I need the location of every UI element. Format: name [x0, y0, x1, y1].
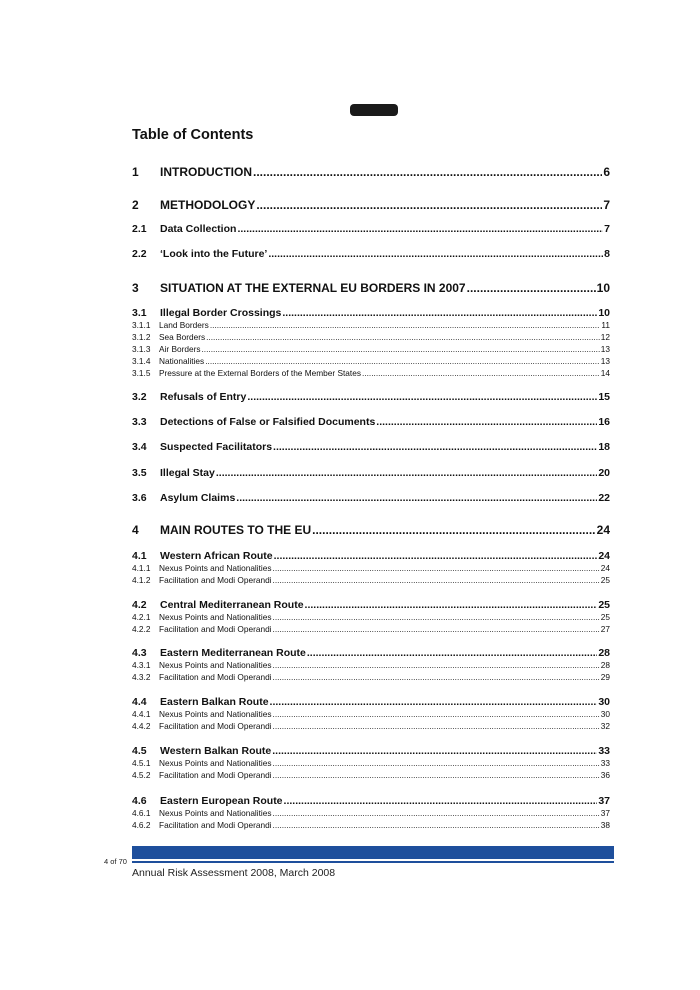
toc-entry-section[interactable]: [132, 695, 610, 709]
entry-title: Nexus Points and Nationalities: [159, 612, 272, 622]
entry-number: 4.4.2: [132, 721, 151, 731]
dot-leader: [282, 306, 597, 320]
toc-entry-chapter[interactable]: [132, 522, 610, 538]
entry-number: 3.1.4: [132, 356, 151, 366]
entry-number: 3.1.5: [132, 368, 151, 378]
entry-title: Nexus Points and Nationalities: [159, 660, 272, 670]
entry-page: 13: [600, 344, 610, 354]
toc-entry-section[interactable]: [132, 646, 610, 660]
dot-leader: [273, 820, 600, 831]
toc-entry-subsection[interactable]: [132, 575, 610, 586]
dot-leader: [270, 695, 598, 709]
entry-title: Facilitation and Modi Operandi: [159, 575, 272, 585]
dot-leader: [273, 770, 600, 781]
entry-page: 8: [604, 248, 610, 260]
entry-number: 4.5.2: [132, 770, 151, 780]
dot-leader: [237, 222, 603, 236]
entry-number: 4.1: [132, 550, 147, 562]
entry-title: Nationalities: [159, 356, 205, 366]
entry-title: Eastern Mediterranean Route: [160, 647, 306, 659]
entry-number: 4.2.1: [132, 612, 151, 622]
toc-entry-subsection[interactable]: [132, 758, 610, 769]
toc-entry-section[interactable]: [132, 744, 610, 758]
entry-title: Asylum Claims: [160, 492, 236, 504]
dot-leader: [253, 164, 602, 180]
entry-number: 4: [132, 523, 139, 537]
entry-page: 11: [601, 320, 610, 330]
toc-entry-subsection[interactable]: [132, 332, 610, 343]
entry-title: Air Borders: [159, 344, 201, 354]
entry-number: 4.3.2: [132, 672, 151, 682]
entry-title: MAIN ROUTES TO THE EU: [160, 523, 312, 537]
entry-number: 4.5: [132, 745, 147, 757]
toc-entry-section[interactable]: [132, 794, 610, 808]
toc-entry-subsection[interactable]: [132, 344, 610, 355]
entry-number: 4.4.1: [132, 709, 151, 719]
redaction-mark: [350, 104, 398, 116]
entry-number: 3.1: [132, 307, 147, 319]
toc-entry-subsection[interactable]: [132, 770, 610, 781]
footer-title: Annual Risk Assessment 2008, March 2008: [132, 867, 336, 879]
entry-page: 28: [598, 647, 610, 659]
entry-title: METHODOLOGY: [160, 198, 256, 212]
dot-leader: [362, 368, 600, 379]
entry-page: 10: [596, 281, 610, 295]
toc-entry-section[interactable]: [132, 306, 610, 320]
toc-entry-section[interactable]: [132, 440, 610, 454]
dot-leader: [273, 758, 600, 769]
entry-title: Detections of False or Falsified Documents: [160, 416, 376, 428]
dot-leader: [273, 440, 597, 454]
entry-page: 13: [600, 356, 610, 366]
toc-entry-subsection[interactable]: [132, 320, 610, 331]
entry-page: 16: [598, 416, 610, 428]
toc-entry-subsection[interactable]: [132, 721, 610, 732]
dot-leader: [236, 491, 597, 505]
entry-number: 3.4: [132, 441, 147, 453]
dot-leader: [268, 247, 603, 261]
entry-number: 3: [132, 281, 139, 295]
entry-page: 25: [600, 612, 610, 622]
entry-number: 2.2: [132, 248, 147, 260]
dot-leader: [247, 390, 597, 404]
toc-entry-section[interactable]: [132, 390, 610, 404]
toc-entry-section[interactable]: [132, 415, 610, 429]
entry-page: 6: [603, 165, 610, 179]
entry-title: Eastern European Route: [160, 795, 283, 807]
entry-page: 37: [600, 808, 610, 818]
entry-title: INTRODUCTION: [160, 165, 252, 179]
entry-title: Land Borders: [159, 320, 209, 330]
entry-title: Pressure at the External Borders of the Member States: [159, 368, 361, 378]
entry-title: Facilitation and Modi Operandi: [159, 820, 272, 830]
dot-leader: [273, 660, 600, 671]
entry-page: 28: [600, 660, 610, 670]
entry-page: 37: [598, 795, 610, 807]
entry-page: 10: [598, 307, 610, 319]
entry-page: 22: [598, 492, 610, 504]
dot-leader: [273, 575, 600, 586]
entry-title: Refusals of Entry: [160, 391, 247, 403]
dot-leader: [305, 598, 598, 612]
dot-leader: [273, 808, 600, 819]
footer-rule: [132, 861, 614, 863]
toc-entry-chapter[interactable]: [132, 164, 610, 180]
entry-page: 24: [596, 523, 610, 537]
entry-number: 3.1.3: [132, 344, 151, 354]
entry-page: 30: [600, 709, 610, 719]
entry-number: 2.1: [132, 223, 147, 235]
entry-page: 7: [604, 223, 610, 235]
entry-title: Nexus Points and Nationalities: [159, 709, 272, 719]
toc-entry-subsection[interactable]: [132, 709, 610, 720]
toc-entry-section[interactable]: [132, 222, 610, 236]
entry-page: 12: [600, 332, 610, 342]
entry-number: 4.6.1: [132, 808, 151, 818]
entry-page: 30: [598, 696, 610, 708]
entry-title: Illegal Stay: [160, 467, 215, 479]
dot-leader: [210, 320, 601, 331]
entry-title: Facilitation and Modi Operandi: [159, 770, 272, 780]
dot-leader: [467, 280, 596, 296]
toc-entry-subsection[interactable]: [132, 672, 610, 683]
entry-number: 3.5: [132, 467, 147, 479]
dot-leader: [256, 197, 602, 213]
entry-title: Sea Borders: [159, 332, 206, 342]
toc-entry-subsection[interactable]: [132, 612, 610, 623]
entry-page: 20: [598, 467, 610, 479]
dot-leader: [272, 744, 597, 758]
dot-leader: [307, 646, 597, 660]
entry-page: 25: [598, 599, 610, 611]
entry-title: Nexus Points and Nationalities: [159, 808, 272, 818]
entry-title: ‘Look into the Future’: [160, 248, 268, 260]
dot-leader: [273, 612, 600, 623]
entry-page: 7: [603, 198, 610, 212]
page-indicator: 4 of 70: [104, 857, 127, 866]
entry-page: 33: [598, 745, 610, 757]
entry-page: 36: [600, 770, 610, 780]
entry-page: 15: [598, 391, 610, 403]
toc-entry-chapter[interactable]: [132, 280, 610, 296]
entry-number: 3.1.2: [132, 332, 151, 342]
toc-entry-subsection[interactable]: [132, 624, 610, 635]
entry-title: Western Balkan Route: [160, 745, 272, 757]
entry-page: 24: [600, 563, 610, 573]
dot-leader: [274, 549, 598, 563]
entry-number: 4.5.1: [132, 758, 151, 768]
entry-number: 4.6.2: [132, 820, 151, 830]
entry-page: 25: [600, 575, 610, 585]
toc-entry-section[interactable]: [132, 466, 610, 480]
entry-title: Nexus Points and Nationalities: [159, 563, 272, 573]
entry-title: Illegal Border Crossings: [160, 307, 282, 319]
entry-title: Western African Route: [160, 550, 273, 562]
entry-number: 4.2: [132, 599, 147, 611]
entry-number: 4.4: [132, 696, 147, 708]
toc-entry-subsection[interactable]: [132, 660, 610, 671]
entry-title: Nexus Points and Nationalities: [159, 758, 272, 768]
entry-title: Data Collection: [160, 223, 237, 235]
entry-title: Facilitation and Modi Operandi: [159, 721, 272, 731]
dot-leader: [273, 709, 600, 720]
toc-entry-section[interactable]: [132, 491, 610, 505]
toc-entry-subsection[interactable]: [132, 368, 610, 379]
entry-page: 24: [598, 550, 610, 562]
entry-page: 38: [600, 820, 610, 830]
entry-number: 4.1.1: [132, 563, 151, 573]
entry-number: 2: [132, 198, 139, 212]
entry-page: 18: [598, 441, 610, 453]
toc-entry-subsection[interactable]: [132, 808, 610, 819]
dot-leader: [273, 672, 600, 683]
page-title: Table of Contents: [132, 127, 254, 143]
entry-number: 4.6: [132, 795, 147, 807]
entry-title: SITUATION AT THE EXTERNAL EU BORDERS IN 2007: [160, 281, 466, 295]
dot-leader: [273, 563, 600, 574]
dot-leader: [216, 466, 597, 480]
dot-leader: [284, 794, 598, 808]
dot-leader: [376, 415, 597, 429]
dot-leader: [205, 356, 600, 367]
entry-number: 3.1.1: [132, 320, 151, 330]
entry-page: 27: [600, 624, 610, 634]
toc-entry-subsection[interactable]: [132, 820, 610, 831]
dot-leader: [202, 344, 600, 355]
toc-entry-chapter[interactable]: [132, 197, 610, 213]
dot-leader: [273, 624, 600, 635]
entry-title: Eastern Balkan Route: [160, 696, 269, 708]
entry-page: 14: [600, 368, 610, 378]
toc-entry-subsection[interactable]: [132, 563, 610, 574]
entry-title: Facilitation and Modi Operandi: [159, 672, 272, 682]
entry-number: 1: [132, 165, 139, 179]
entry-number: 3.2: [132, 391, 147, 403]
toc-entry-section[interactable]: [132, 549, 610, 563]
entry-number: 3.6: [132, 492, 147, 504]
entry-number: 4.3.1: [132, 660, 151, 670]
entry-title: Central Mediterranean Route: [160, 599, 304, 611]
toc-entry-subsection[interactable]: [132, 356, 610, 367]
dot-leader: [312, 522, 596, 538]
entry-number: 4.1.2: [132, 575, 151, 585]
toc-entry-section[interactable]: [132, 247, 610, 261]
entry-page: 32: [600, 721, 610, 731]
entry-page: 33: [600, 758, 610, 768]
dot-leader: [273, 721, 600, 732]
entry-title: Facilitation and Modi Operandi: [159, 624, 272, 634]
entry-number: 3.3: [132, 416, 147, 428]
toc-entry-section[interactable]: [132, 598, 610, 612]
entry-number: 4.2.2: [132, 624, 151, 634]
entry-number: 4.3: [132, 647, 147, 659]
entry-title: Suspected Facilitators: [160, 441, 273, 453]
dot-leader: [206, 332, 600, 343]
footer-bar: [132, 846, 614, 859]
entry-page: 29: [600, 672, 610, 682]
